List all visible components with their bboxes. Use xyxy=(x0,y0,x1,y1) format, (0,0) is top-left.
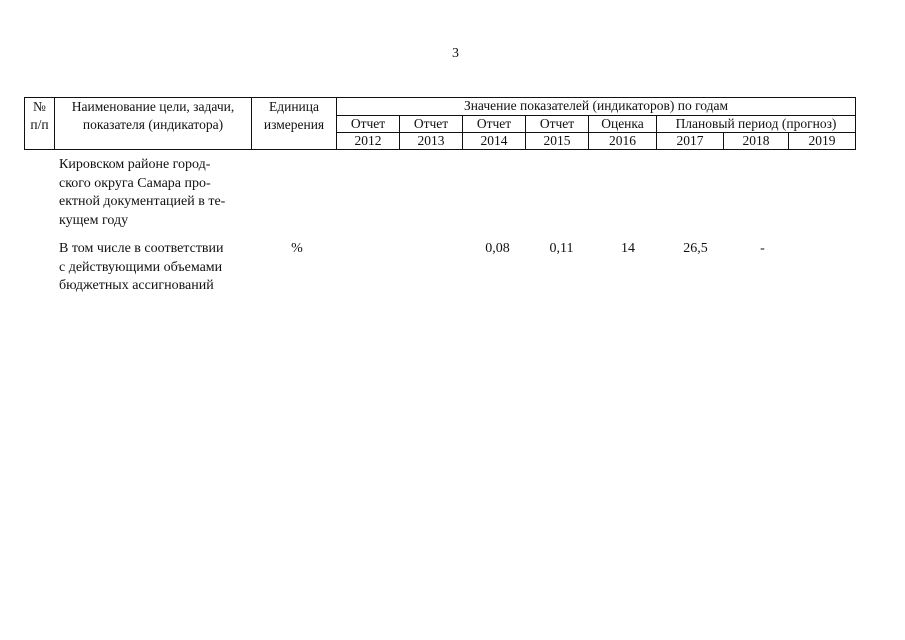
row2-value-2016: 14 xyxy=(621,241,635,256)
header-values-group: Значение показателей (индикаторов) по годам xyxy=(337,98,856,116)
row2-value-2018: - xyxy=(760,241,765,256)
header-report-2015: Отчет xyxy=(526,116,589,133)
row2-unit: % xyxy=(291,241,303,256)
row1-name-line: ектной документацией в те- xyxy=(59,194,226,209)
header-year-2012: 2012 xyxy=(337,133,400,150)
row1-name-line: Кировском районе город- xyxy=(59,157,211,172)
row2-value-2015: 0,11 xyxy=(549,241,574,256)
indicators-table-header xyxy=(24,97,856,150)
header-unit: Единица измерения xyxy=(252,98,337,150)
header-plan-period: Плановый период (прогноз) xyxy=(657,116,856,133)
row2-value-2014: 0,08 xyxy=(485,241,510,256)
header-year-2016: 2016 xyxy=(589,133,657,150)
header-report-2012: Отчет xyxy=(337,116,400,133)
header-report-2014: Отчет xyxy=(463,116,526,133)
header-name: Наименование цели, задачи, показателя (индикатора) xyxy=(55,98,252,150)
header-year-2017: 2017 xyxy=(657,133,724,150)
row1-name-line: ского округа Самара про- xyxy=(59,175,211,191)
header-num: № п/п xyxy=(25,98,55,150)
row2-indicator-name xyxy=(59,240,259,296)
row2-name-line: бюджетных ассигнований xyxy=(59,278,214,293)
row2-name-line: с действующими объемами xyxy=(59,259,223,275)
row2-value-2017: 26,5 xyxy=(683,241,708,256)
header-year-2015: 2015 xyxy=(526,133,589,150)
header-year-2019: 2019 xyxy=(789,133,856,150)
header-year-2014: 2014 xyxy=(463,133,526,150)
header-estimate-2016: Оценка xyxy=(589,116,657,133)
row2-name-line: В том числе в соответствии xyxy=(59,241,224,256)
header-year-2018: 2018 xyxy=(724,133,789,150)
page-number: 3 xyxy=(452,46,459,61)
header-year-2013: 2013 xyxy=(400,133,463,150)
row1-name-line: кущем году xyxy=(59,212,129,228)
header-report-2013: Отчет xyxy=(400,116,463,133)
row1-indicator-name xyxy=(59,156,249,230)
